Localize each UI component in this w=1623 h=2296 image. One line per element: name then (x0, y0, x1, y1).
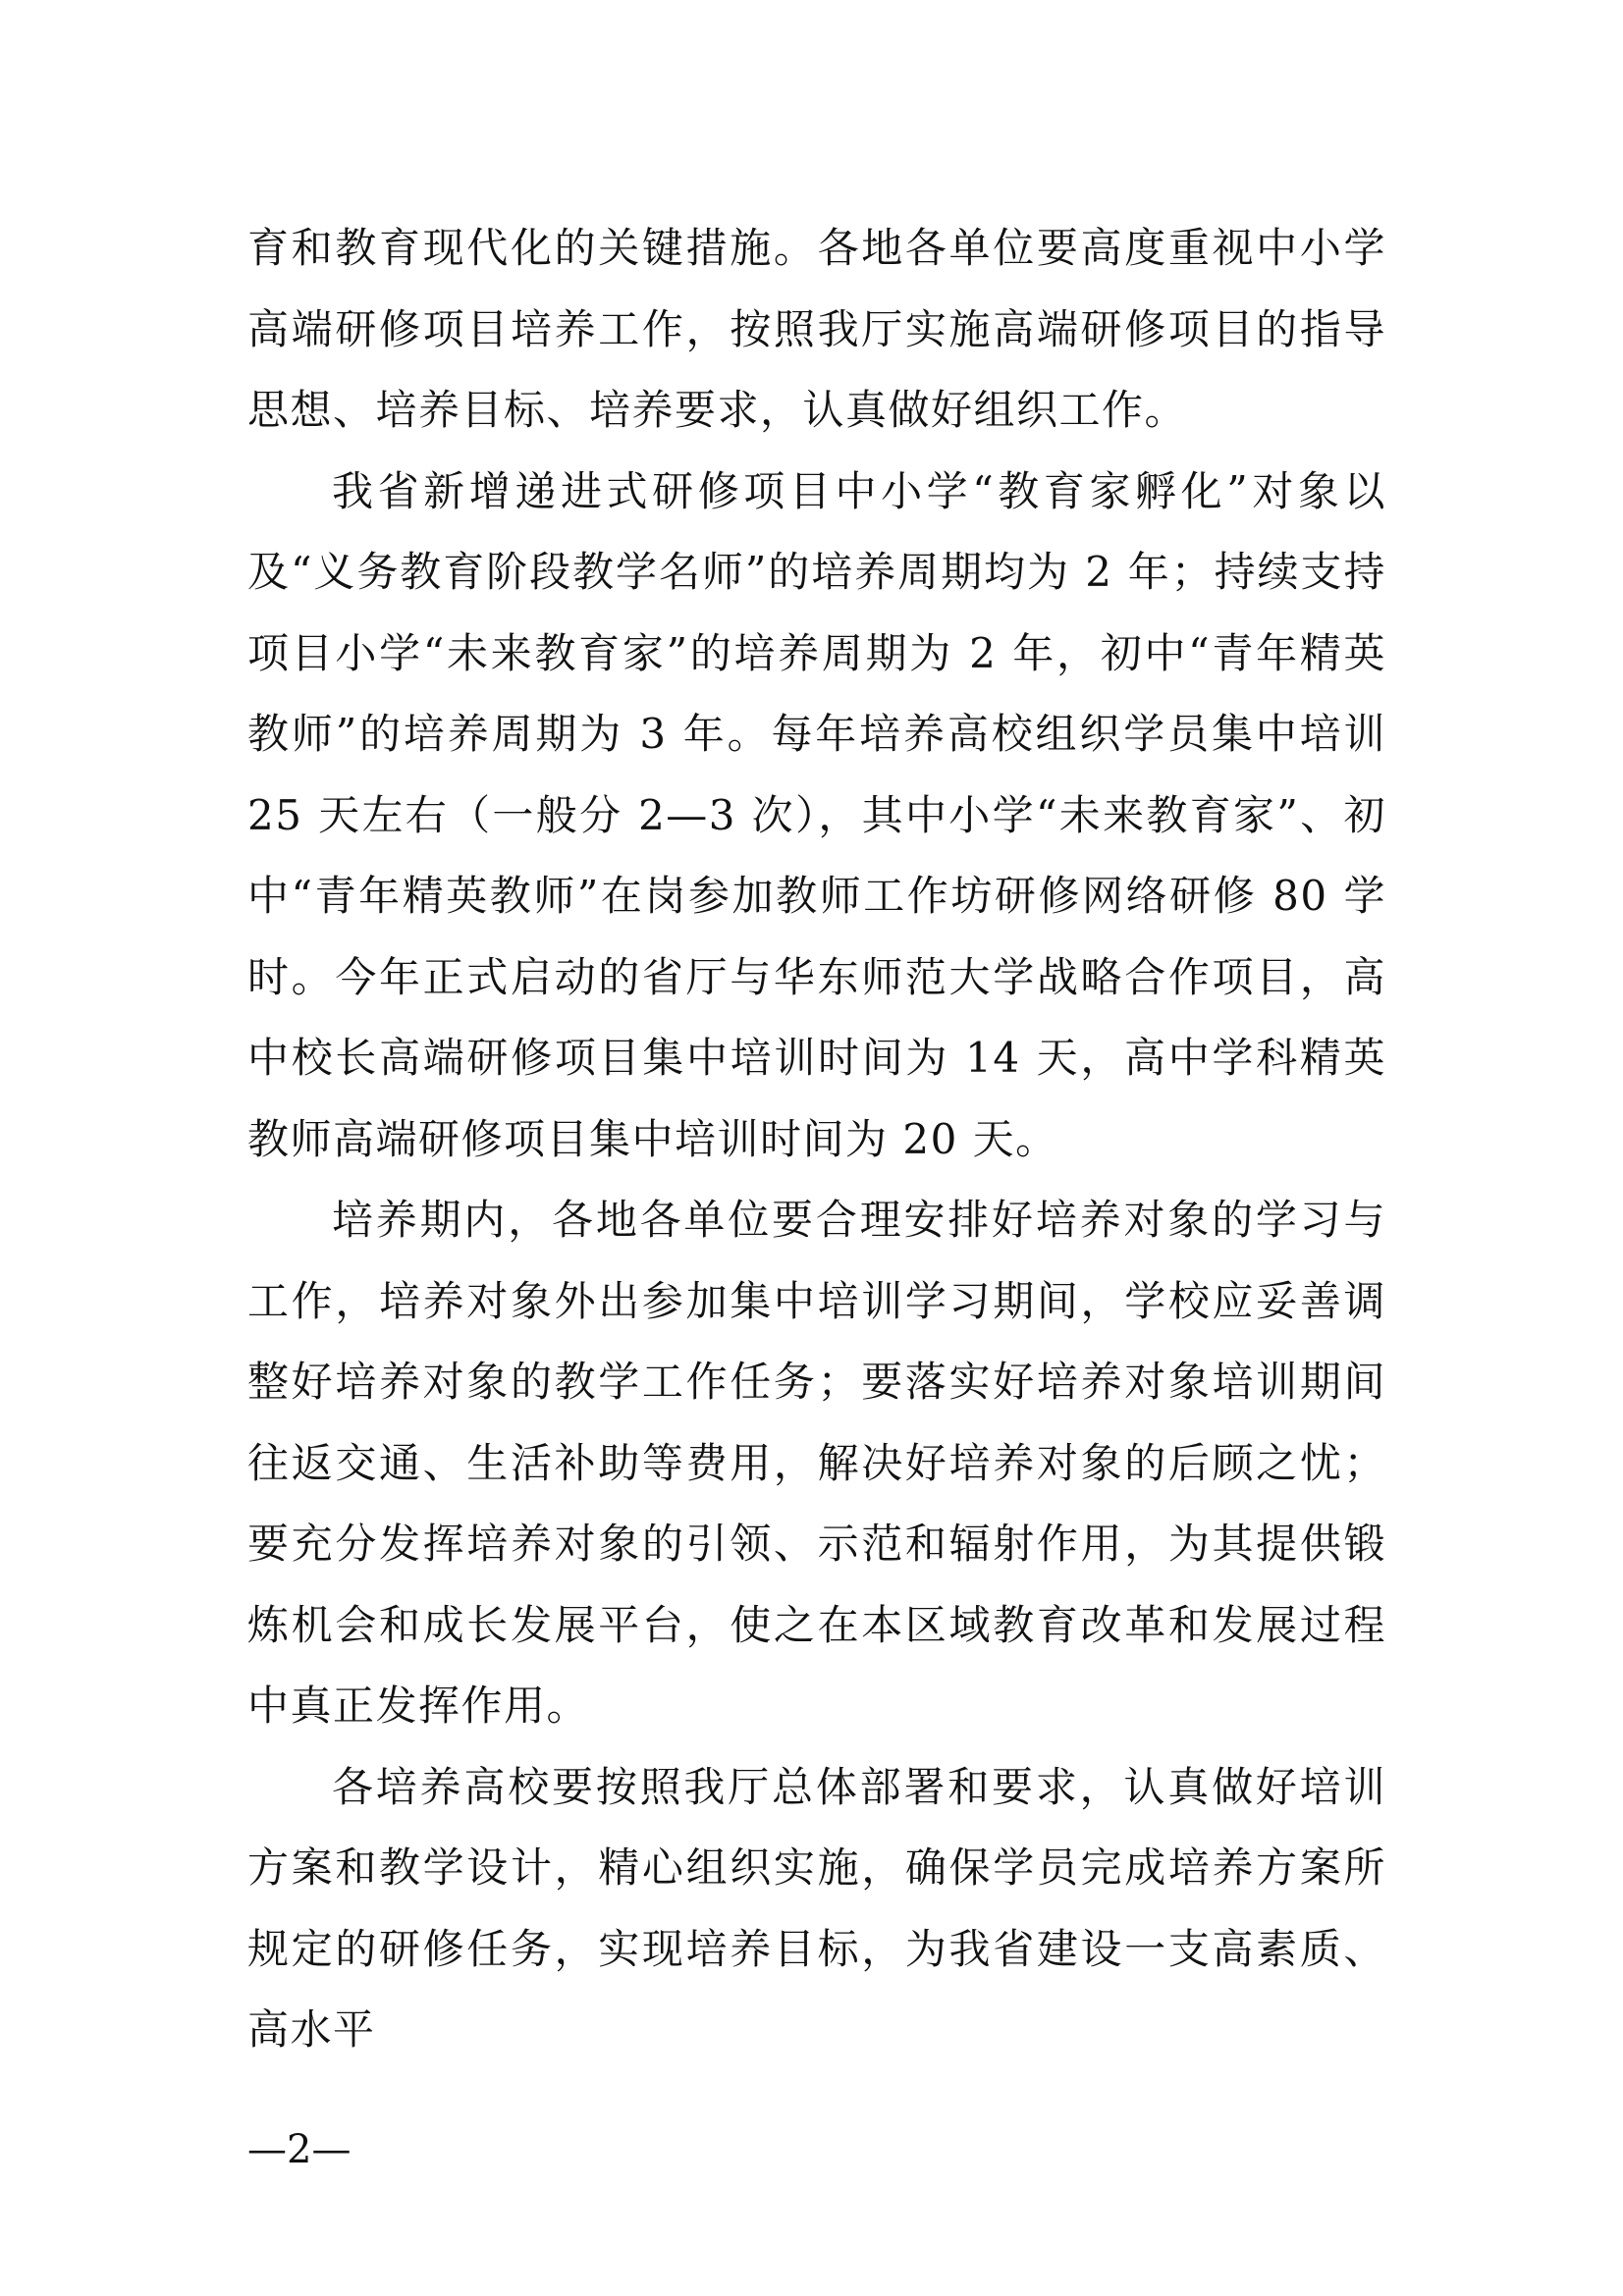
paragraph-training-cycle: 我省新增递进式研修项目中小学“教育家孵化”对象以及“义务教育阶段教学名师”的培养周期均为 2 年；持续支持项目小学“未来教育家”的培养周期为 2 年，初中“青年精英教师”的培养周期为 3 年。每年培养高校组织学员集中培训 25 天左右（一般分 2—3 次），其中小学“未来教育家”、初中“青年精英教师”在岗参加教师工作坊研修网络研修 80 学时。今年正式启动的省厅与华东师范大学战略合作项目，高中校长高端研修项目集中培训时间为 14 天，高中学科精英教师高端研修项目集中培训时间为 20 天。 (247, 466, 1386, 1163)
document-body (247, 208, 1386, 2071)
paragraph-training-period: 培养期内，各地各单位要合理安排好培养对象的学习与工作，培养对象外出参加集中培训学习期间，学校应妥善调整好培养对象的教学工作任务；要落实好培养对象培训期间往返交通、生活补助等费用，解决好培养对象的后顾之忧；要充分发挥培养对象的引领、示范和辐射作用，为其提供锻炼机会和成长发展平台，使之在本区域教育改革和发展过程中真正发挥作用。 (247, 1196, 1386, 1730)
page-number: —2— (247, 2127, 352, 2172)
paragraph-universities: 各培养高校要按照我厅总体部署和要求，认真做好培训方案和教学设计，精心组织实施，确保学员完成培养方案所规定的研修任务，实现培养目标，为我省建设一支高素质、高水平 (247, 1762, 1386, 2054)
paragraph-continuation: 育和教育现代化的关键措施。各地各单位要高度重视中小学高端研修项目培养工作，按照我厅实施高端研修项目的指导思想、培养目标、培养要求，认真做好组织工作。 (247, 224, 1386, 434)
